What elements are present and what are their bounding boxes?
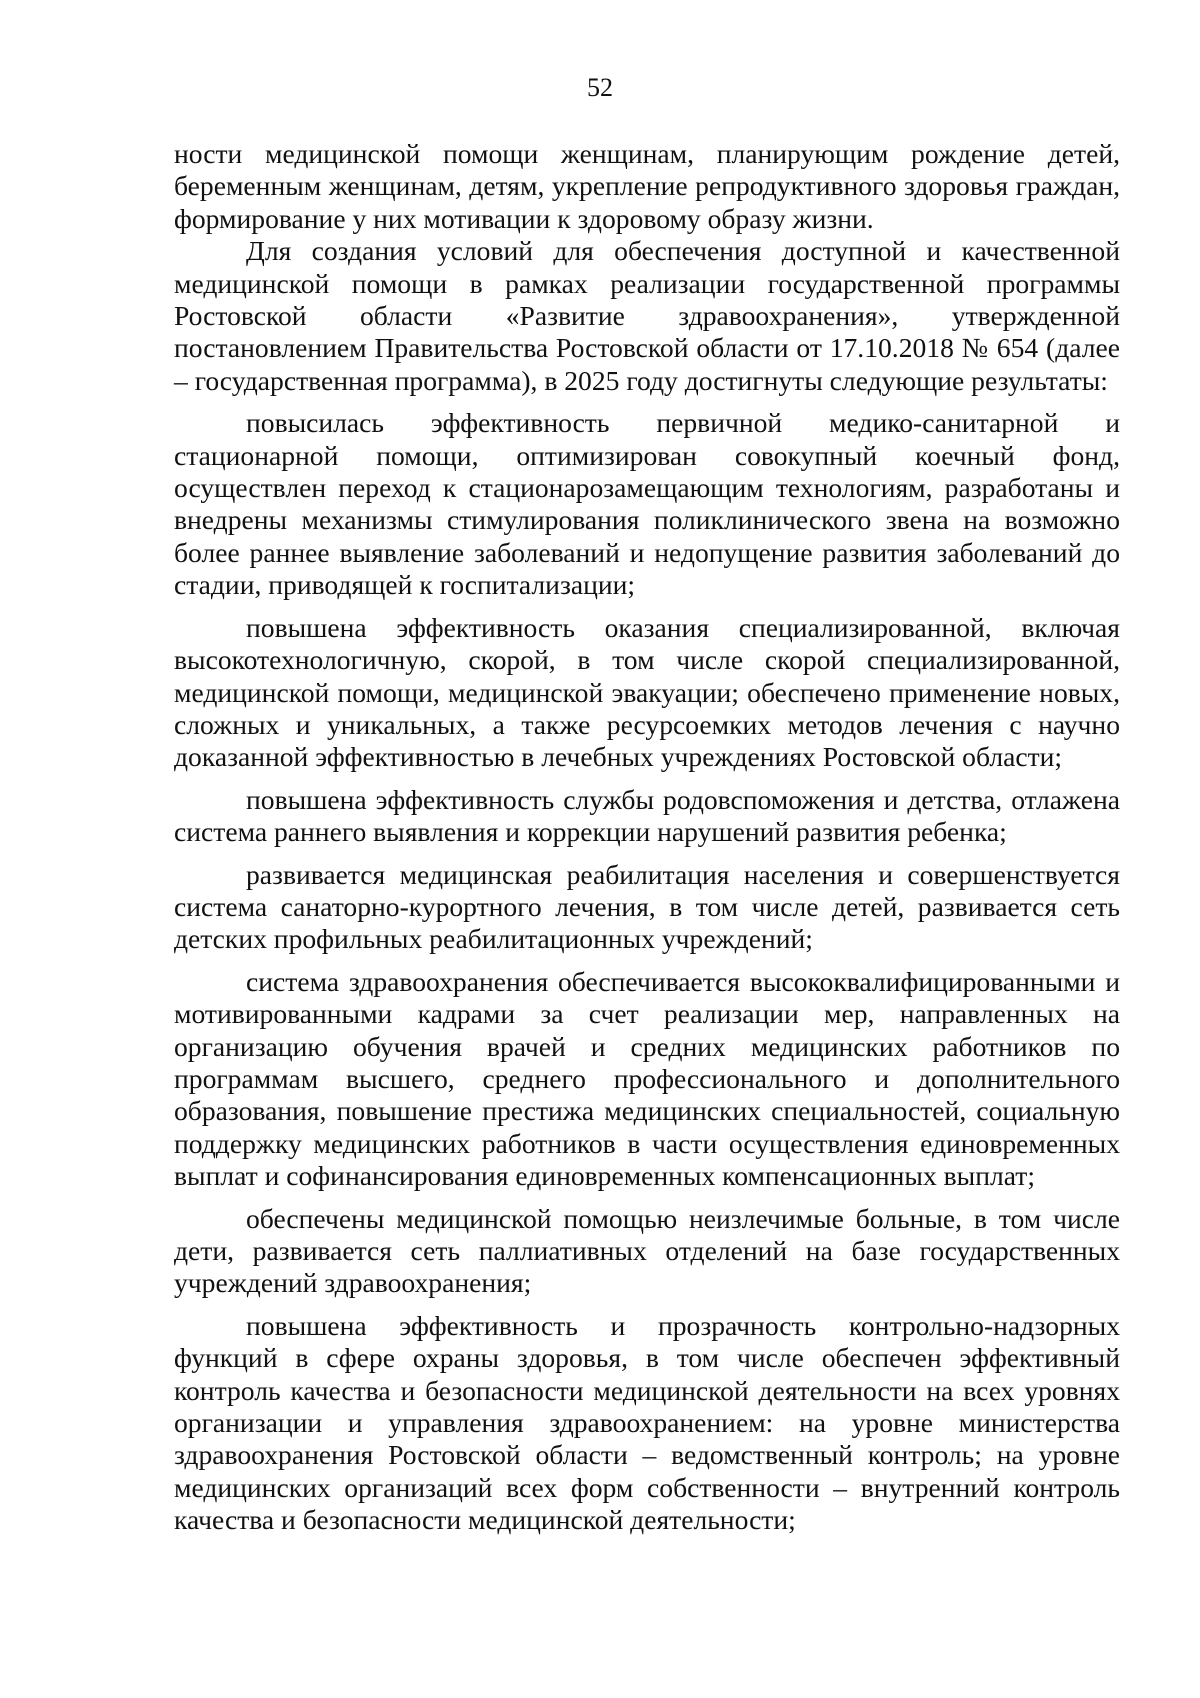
result-item: обеспечены медицинской помощью неизлечимые больные, в том числе дети, развивается сеть паллиативных отделений на базе государственных учреждений здравоохранения; bbox=[174, 1202, 1120, 1299]
result-item: повышена эффективность оказания специализированной, включая высокотехнологичную, скорой, в том числе скорой специализированной, медицинской помощи, медицинской эвакуации; обеспечено применение новых, сложных и уникальных, а также ресурсоемких методов лечения с научно доказанной эффективностью в лечебных учреждениях Ростовской области; bbox=[174, 611, 1120, 773]
paragraph-intro: Для создания условий для обеспечения доступной и качественной медицинской помощи в рамках реализации государственной программы Ростовской области «Развитие здравоохранения», утвержденной постановлением Правительства Ростовской области от 17.10.2018 № 654 (далее – государственная программа), в 2025 году достигнуты следующие результаты: bbox=[174, 235, 1120, 396]
paragraph-continuation: ности медицинской помощи женщинам, планирующим рождение детей, беременным женщинам, детям, укрепление репродуктивного здоровья граждан, формирование у них мотивации к здоровому образу жизни. bbox=[174, 138, 1120, 234]
result-item: система здравоохранения обеспечивается высококвалифицированными и мотивированными кадрами за счет реализации мер, направленных на организацию обучения врачей и средних медицинских работников по программам высшего, среднего профессионального и дополнительного образования, повышение престижа медицинских специальностей, социальную поддержку медицинских работников в части осуществления единовременных выплат и софинансирования единовременных компенсационных выплат; bbox=[174, 965, 1120, 1192]
result-item: повышена эффективность и прозрачность контрольно-надзорных функций в сфере охраны здоровья, в том числе обеспечен эффективный контроль качества и безопасности медицинской деятельности на всех уровнях организации и управления здравоохранением: на уровне министерства здравоохранения Ростовской области – ведомственный контроль; на уровне медицинских организаций всех форм собственности – внутренний контроль качества и безопасности медицинской деятельности; bbox=[174, 1309, 1120, 1536]
result-item: повысилась эффективность первичной медико-санитарной и стационарной помощи, оптимизирован совокупный коечный фонд, осуществлен переход к стационарозамещающим технологиям, разработаны и внедрены механизмы стимулирования поликлинического звена на возможно более раннее выявление заболеваний и недопущение развития заболеваний до стадии, приводящей к госпитализации; bbox=[174, 407, 1120, 601]
page-number: 52 bbox=[587, 73, 613, 102]
document-body bbox=[174, 138, 1120, 1537]
result-item: повышена эффективность службы родовспоможения и детства, отлажена система раннего выявления и коррекции нарушений развития ребенка; bbox=[174, 783, 1120, 848]
result-item: развивается медицинская реабилитация населения и совершенствуется система санаторно-курортного лечения, в том числе детей, развивается сеть детских профильных реабилитационных учреждений; bbox=[174, 858, 1120, 955]
